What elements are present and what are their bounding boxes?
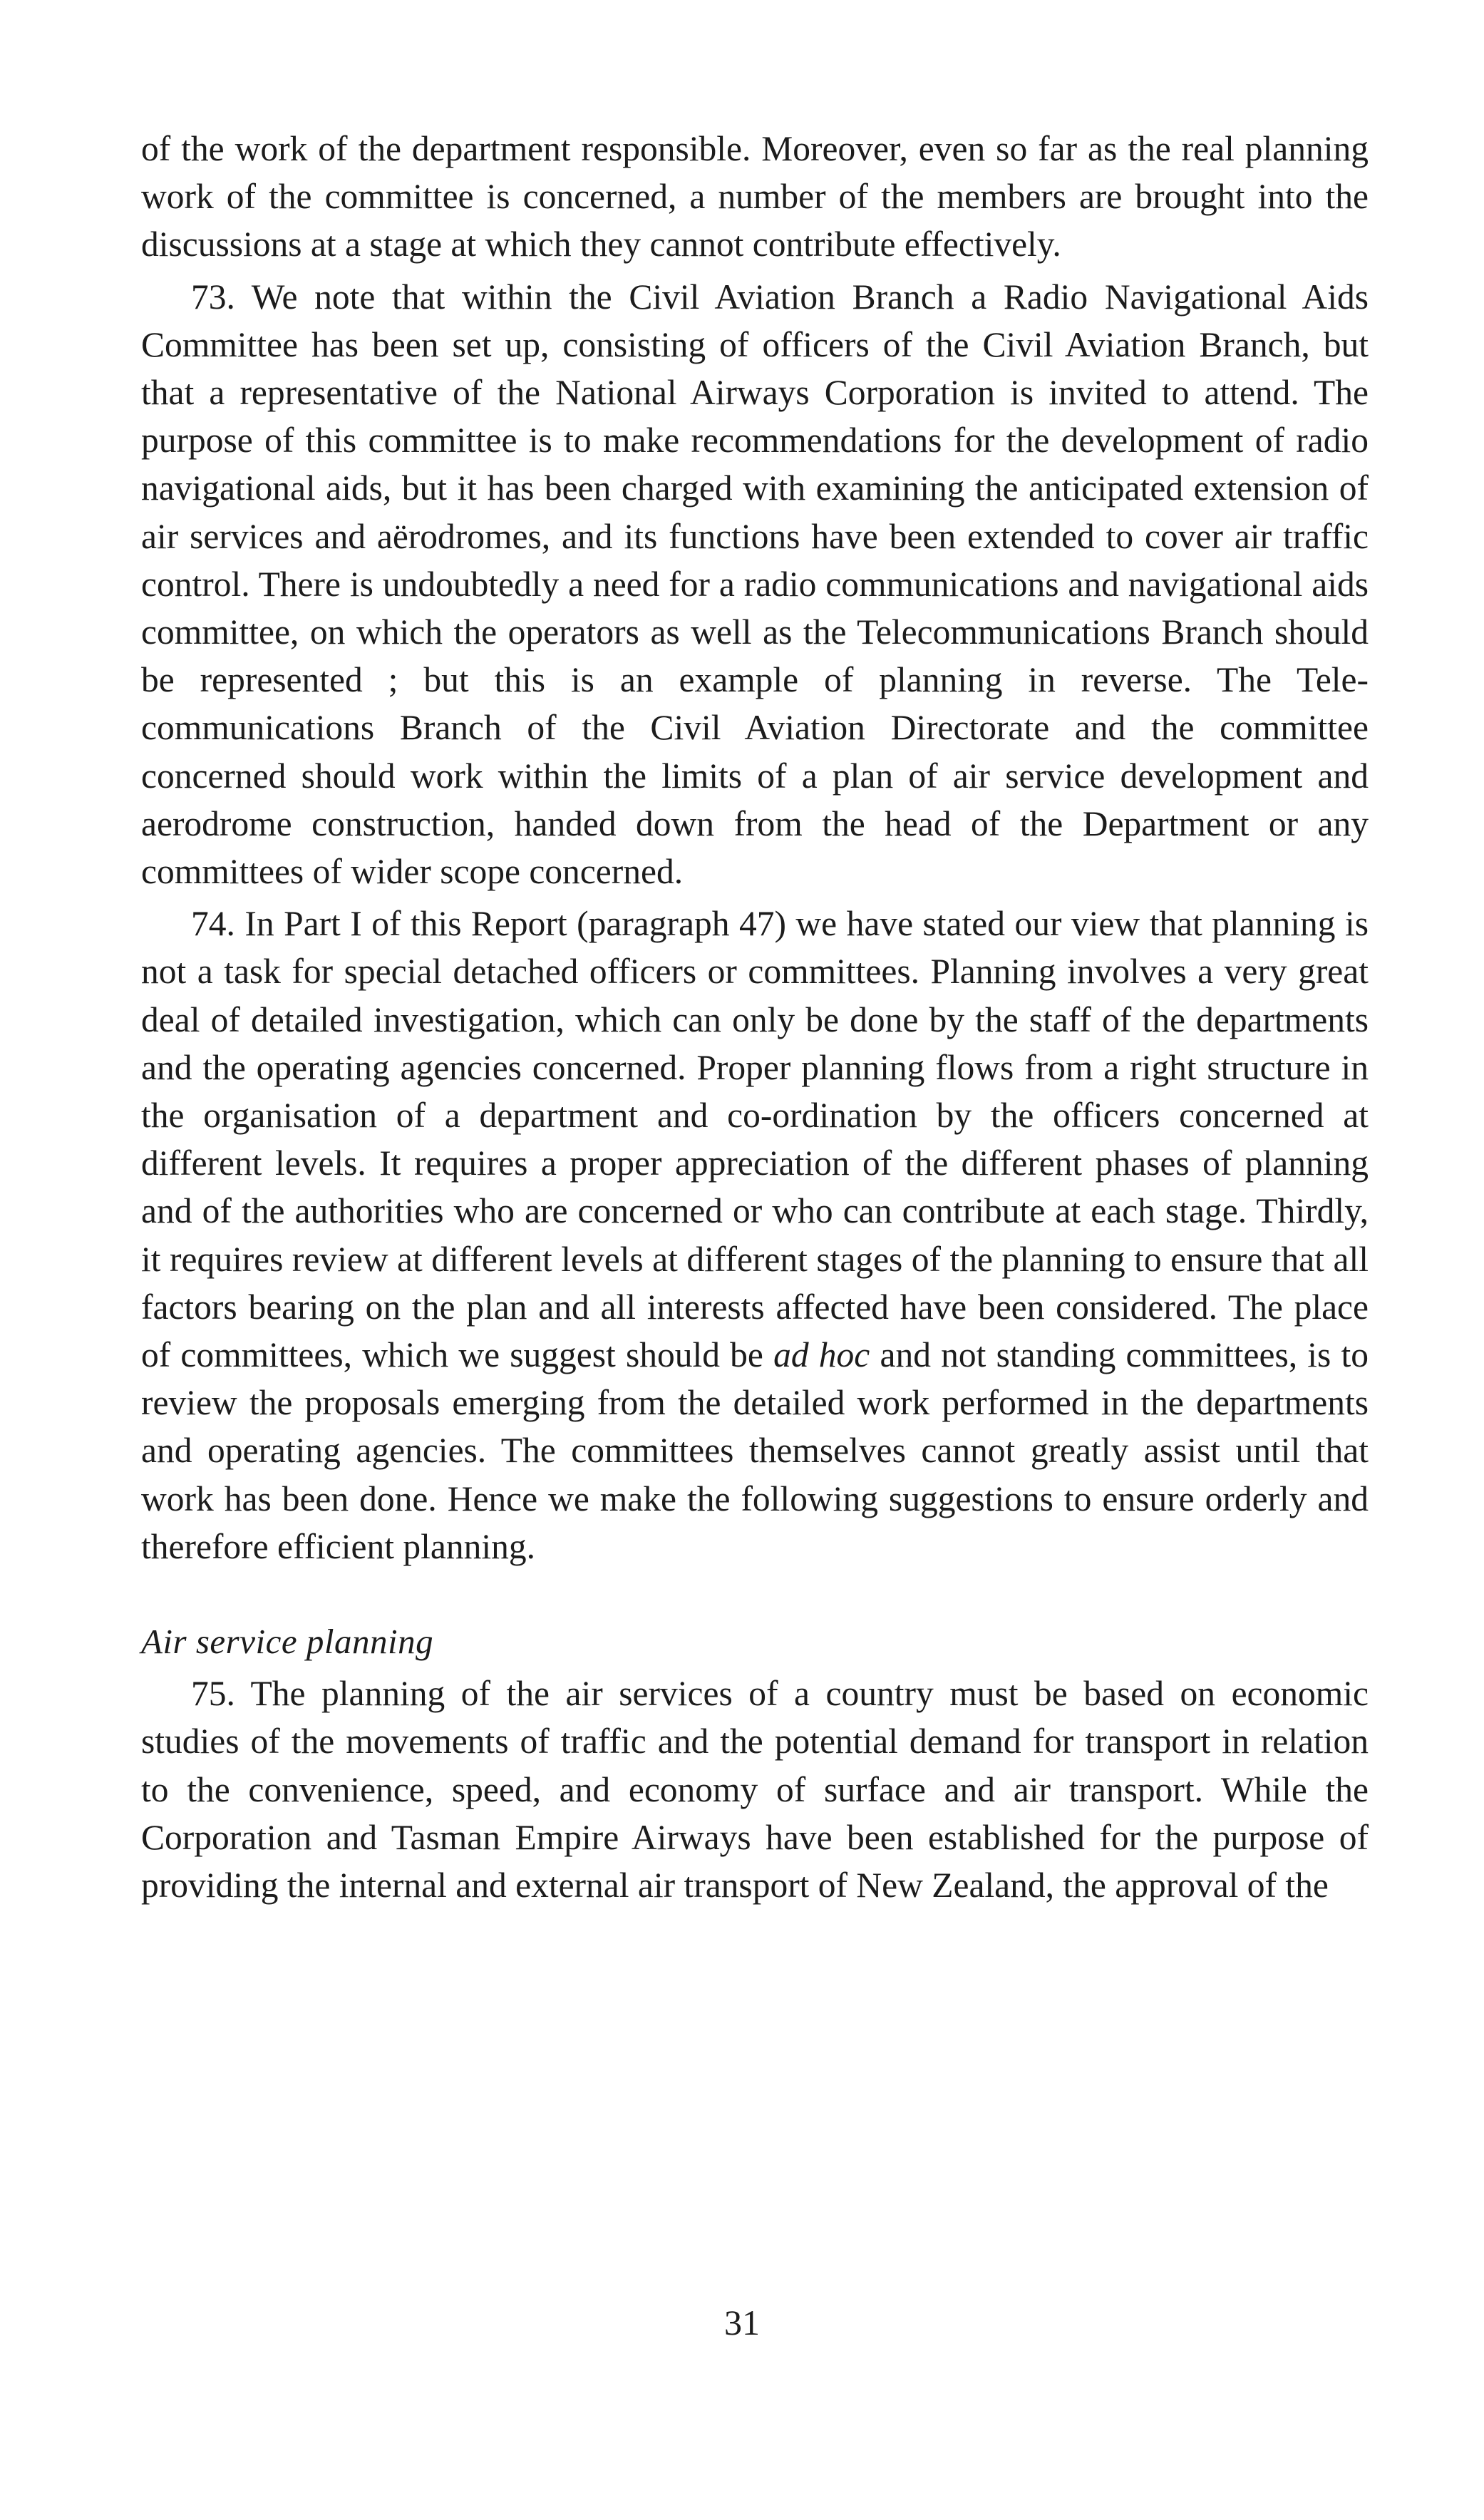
paragraph-text: of the work of the department responsible. Moreover, even so far as the real planning work of the committee is concerned, a number of the members are brought into the discussions at a stage at which they cannot contribute effectively. [141,129,1369,264]
paragraph-75 [141,1670,1369,1909]
paragraph-continuation [141,125,1369,269]
page-number: 31 [724,2303,760,2342]
section-heading: Air service planning [141,1622,434,1662]
paragraph-74 [141,900,1369,1570]
paragraph-73 [141,273,1369,896]
paragraph-number: 74. [191,904,235,944]
paragraph-text-part-1: In Part I of this Report (paragraph 47) we have stated our view that planning is not a task for special detached officers or committees. Planning involves a very great deal of detailed investigation, which can only be done by the staff of the departments and the operating agencies concerned. Proper planning flows from a right structure in the organisation of a department and co-ordination by the officers concerned at different levels. It requires a proper appreciation of the different phases of planning and of the authorities who are concerned or who can contribute at each stage. Thirdly, it requires review at different levels at different stages of the planning to ensure that all factors bearing on the plan and all interests affected have been considered. The place of committees, which we suggest should be [141,904,1369,1375]
paragraph-number: 73. [191,277,235,317]
paragraph-number: 75. [191,1674,235,1714]
document-page [141,125,1369,1909]
paragraph-text-part-2: and not standing committees, is to review the proposals emerging from the detailed work performed in the departments and operating agencies. The committees themselves cannot greatly assist until that work has been done. Hence we make the following suggestions to ensure orderly and therefore efficient planning. [141,1335,1369,1566]
italic-term: ad hoc [773,1335,870,1375]
paragraph-text: The planning of the air services of a country must be based on economic studies of the movements of traffic and the potential demand for transport in relation to the convenience, speed, and economy of surface and air transport. While the Corporation and Tasman Empire Airways have been established for the purpose of providing the internal and external air transport of New Zealand, the approval of the [141,1674,1369,1905]
paragraph-text: We note that within the Civil Aviation Branch a Radio Navigational Aids Committee has been set up, consisting of officers of the Civil Aviation Branch, but that a representative of the National Airways Corporation is invited to attend. The purpose of this committee is to make recommendations for the development of radio navigational aids, but it has been charged with examining the anticipated extension of air services and aërodromes, and its functions have been extended to cover air traffic control. There is undoubtedly a need for a radio communications and navigational aids committee, on which the operators as well as the Telecommunications Branch should be represented ; but this is an example of planning in reverse. The Telecommunications Branch of the Civil Aviation Directorate and the committee concerned should work within the limits of a plan of air service development and aerodrome construction, handed down from the head of the Department or any committees of wider scope concerned. [141,277,1369,892]
